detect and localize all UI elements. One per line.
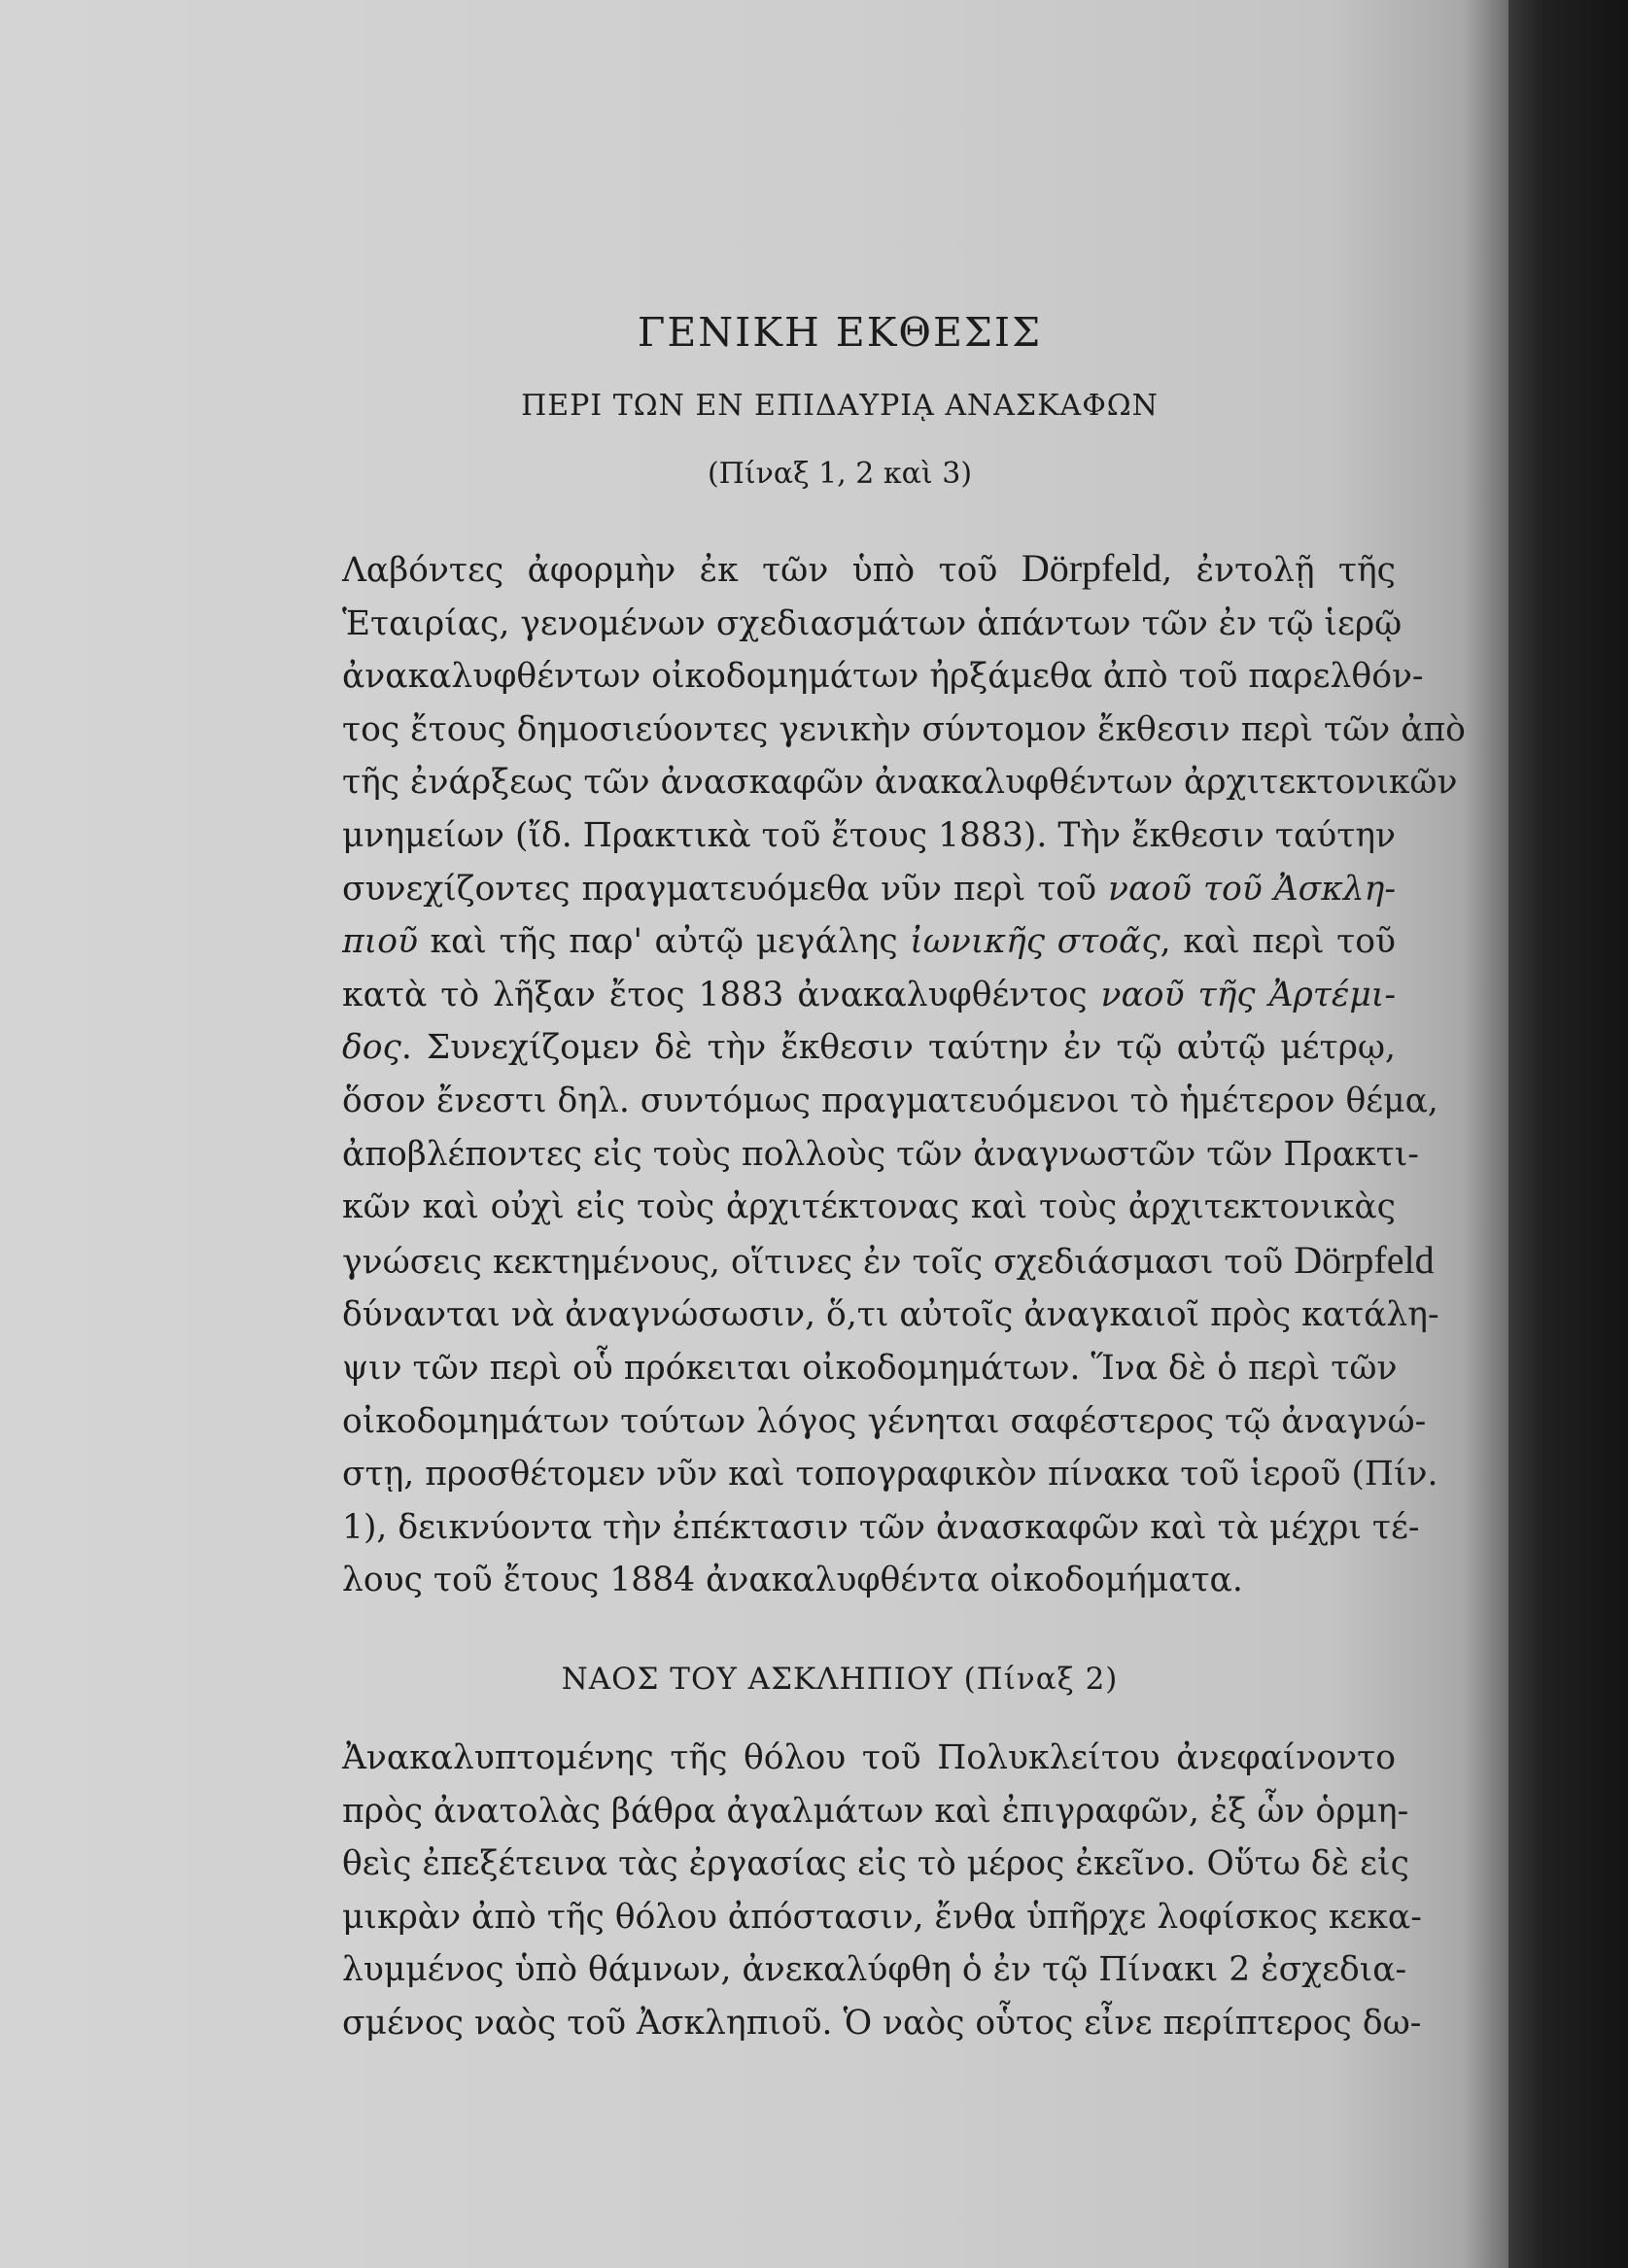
italic-term: πιοῦ: [342, 922, 418, 962]
text-line: λους τοῦ ἔτους 1884 ἀνακαλυφθέντα οἰκοδομήματα.: [342, 1561, 1243, 1600]
text-line: μνημείων (ἴδ. Πρακτικὰ τοῦ ἔτους 1883). Τὴν ἔκθεσιν ταύτην: [342, 815, 1396, 855]
page-subtitle: ΠΕΡΙ ΤΩΝ ΕΝ ΕΠΙΔΑΥΡΙᾼ ΑΝΑΣΚΑΦΩΝ: [521, 389, 1159, 423]
text-line: γνώσεις κεκτημένους, οἵτινες ἐν τοῖς σχεδιάσμασι τοῦ Dörpfeld: [342, 1237, 1435, 1282]
text-line: Ἑταιρίας, γενομένων σχεδιασμάτων ἁπάντων τῶν ἐν τῷ ἱερῷ: [342, 603, 1403, 643]
text-line: θεὶς ἐπεξέτεινα τὰς ἐργασίας εἰς τὸ μέρος ἐκεῖνο. Οὕτω δὲ εἰς: [342, 1844, 1409, 1884]
text-line: συνεχίζοντες πραγματευόμεθα νῦν περὶ τοῦ ναοῦ τοῦ Ἀσκλη-: [342, 869, 1397, 909]
italic-term: ἰωνικῆς στοᾶς: [910, 922, 1160, 962]
text-line: οἰκοδομημάτων τούτων λόγος γένηται σαφέστερος τῷ ἀναγνώ-: [342, 1401, 1427, 1441]
text-line: ψιν τῶν περὶ οὗ πρόκειται οἰκοδομημάτων. Ἵνα δὲ ὁ περὶ τῶν: [342, 1348, 1398, 1388]
italic-term: ναοῦ τῆς Ἀρτέμι-: [1100, 975, 1396, 1014]
text-line: ἀποβλέποντες εἰς τοὺς πολλοὺς τῶν ἀναγνωστῶν τῶν Πρακτι-: [342, 1134, 1419, 1174]
text-line: πρὸς ἀνατολὰς βάθρα ἀγαλμάτων καὶ ἐπιγραφῶν, ἐξ ὧν ὁρμη-: [342, 1791, 1409, 1831]
text-line: λυμμένος ὑπὸ θάμνων, ἀνεκαλύφθη ὁ ἐν τῷ Πίνακι 2 ἐσχεδια-: [342, 1950, 1407, 1990]
text-line: σμένος ναὸς τοῦ Ἀσκληπιοῦ. Ὁ ναὸς οὗτος εἶνε περίπτερος δω-: [342, 2003, 1422, 2043]
section-heading: ΝΑΟΣ ΤΟΥ ΑΣΚΛΗΠΙΟΥ (Πίναξ 2): [561, 1662, 1119, 1697]
paragraph-temple: [284, 1732, 1422, 2050]
plates-reference: (Πίναξ 1, 2 καὶ 3): [707, 457, 973, 491]
text-line: ἀνακαλυφθέντων οἰκοδομημάτων ἠρξάμεθα ἀπὸ τοῦ παρελθόν-: [342, 657, 1424, 697]
text-line: στῃ, προσθέτομεν νῦν καὶ τοπογραφικὸν πίνακα τοῦ ἱεροῦ (Πίν.: [342, 1455, 1438, 1495]
book-spine-shadow: [1508, 0, 1628, 2268]
text-line: πιοῦ καὶ τῆς παρ' αὐτῷ μεγάλης ἰωνικῆς στοᾶς, καὶ περὶ τοῦ: [342, 922, 1396, 962]
text-line: μικρὰν ἀπὸ τῆς θόλου ἀπόστασιν, ἔνθα ὑπῆρχε λοφίσκος κεκα-: [342, 1897, 1422, 1937]
text-line: κῶν καὶ οὐχὶ εἰς τοὺς ἀρχιτέκτονας καὶ τοὺς ἀρχιτεκτονικὰς: [342, 1187, 1396, 1227]
paragraph-intro: [284, 542, 1466, 1607]
text-line: ὅσον ἔνεστι δηλ. συντόμως πραγματευόμενοι τὸ ἡμέτερον θέμα,: [342, 1081, 1438, 1120]
text-line: 1), δεικνύοντα τὴν ἐπέκτασιν τῶν ἀνασκαφῶν καὶ τὰ μέχρι τέ-: [342, 1507, 1420, 1547]
dorpfeld-name: Dörpfeld: [1294, 1237, 1435, 1282]
text-line: κατὰ τὸ λῆξαν ἔτος 1883 ἀνακαλυφθέντος ναοῦ τῆς Ἀρτέμι-: [342, 975, 1396, 1014]
italic-term: δος: [342, 1028, 401, 1068]
text-line: Ἀνακαλυπτομένης τῆς θόλου τοῦ Πολυκλείτου ἀνεφαίνοντο: [342, 1738, 1396, 1777]
text-line: δύνανται νὰ ἀναγνώσωσιν, ὅ,τι αὐτοῖς ἀναγκαιοῖ πρὸς κατάλη-: [342, 1295, 1439, 1335]
page-title: ΓΕΝΙΚΗ ΕΚΘΕΣΙΣ: [637, 309, 1043, 356]
text-line: τῆς ἐνάρξεως τῶν ἀνασκαφῶν ἀνακαλυφθέντων ἀρχιτεκτονικῶν: [342, 763, 1458, 803]
text-line: δος. Συνεχίζομεν δὲ τὴν ἔκθεσιν ταύτην ἐν τῷ αὐτῷ μέτρῳ,: [342, 1028, 1396, 1068]
dorpfeld-name: Dörpfeld: [1021, 546, 1162, 590]
italic-term: ναοῦ τοῦ Ἀσκλη-: [1108, 869, 1397, 909]
text-line: Λαβόντες ἀφορμὴν ἐκ τῶν ὑπὸ τοῦ Dörpfeld, ἐντολῇ τῆς: [342, 546, 1396, 590]
text-line: τος ἔτους δημοσιεύοντες γενικὴν σύντομον ἔκθεσιν περὶ τῶν ἀπὸ: [342, 709, 1466, 749]
